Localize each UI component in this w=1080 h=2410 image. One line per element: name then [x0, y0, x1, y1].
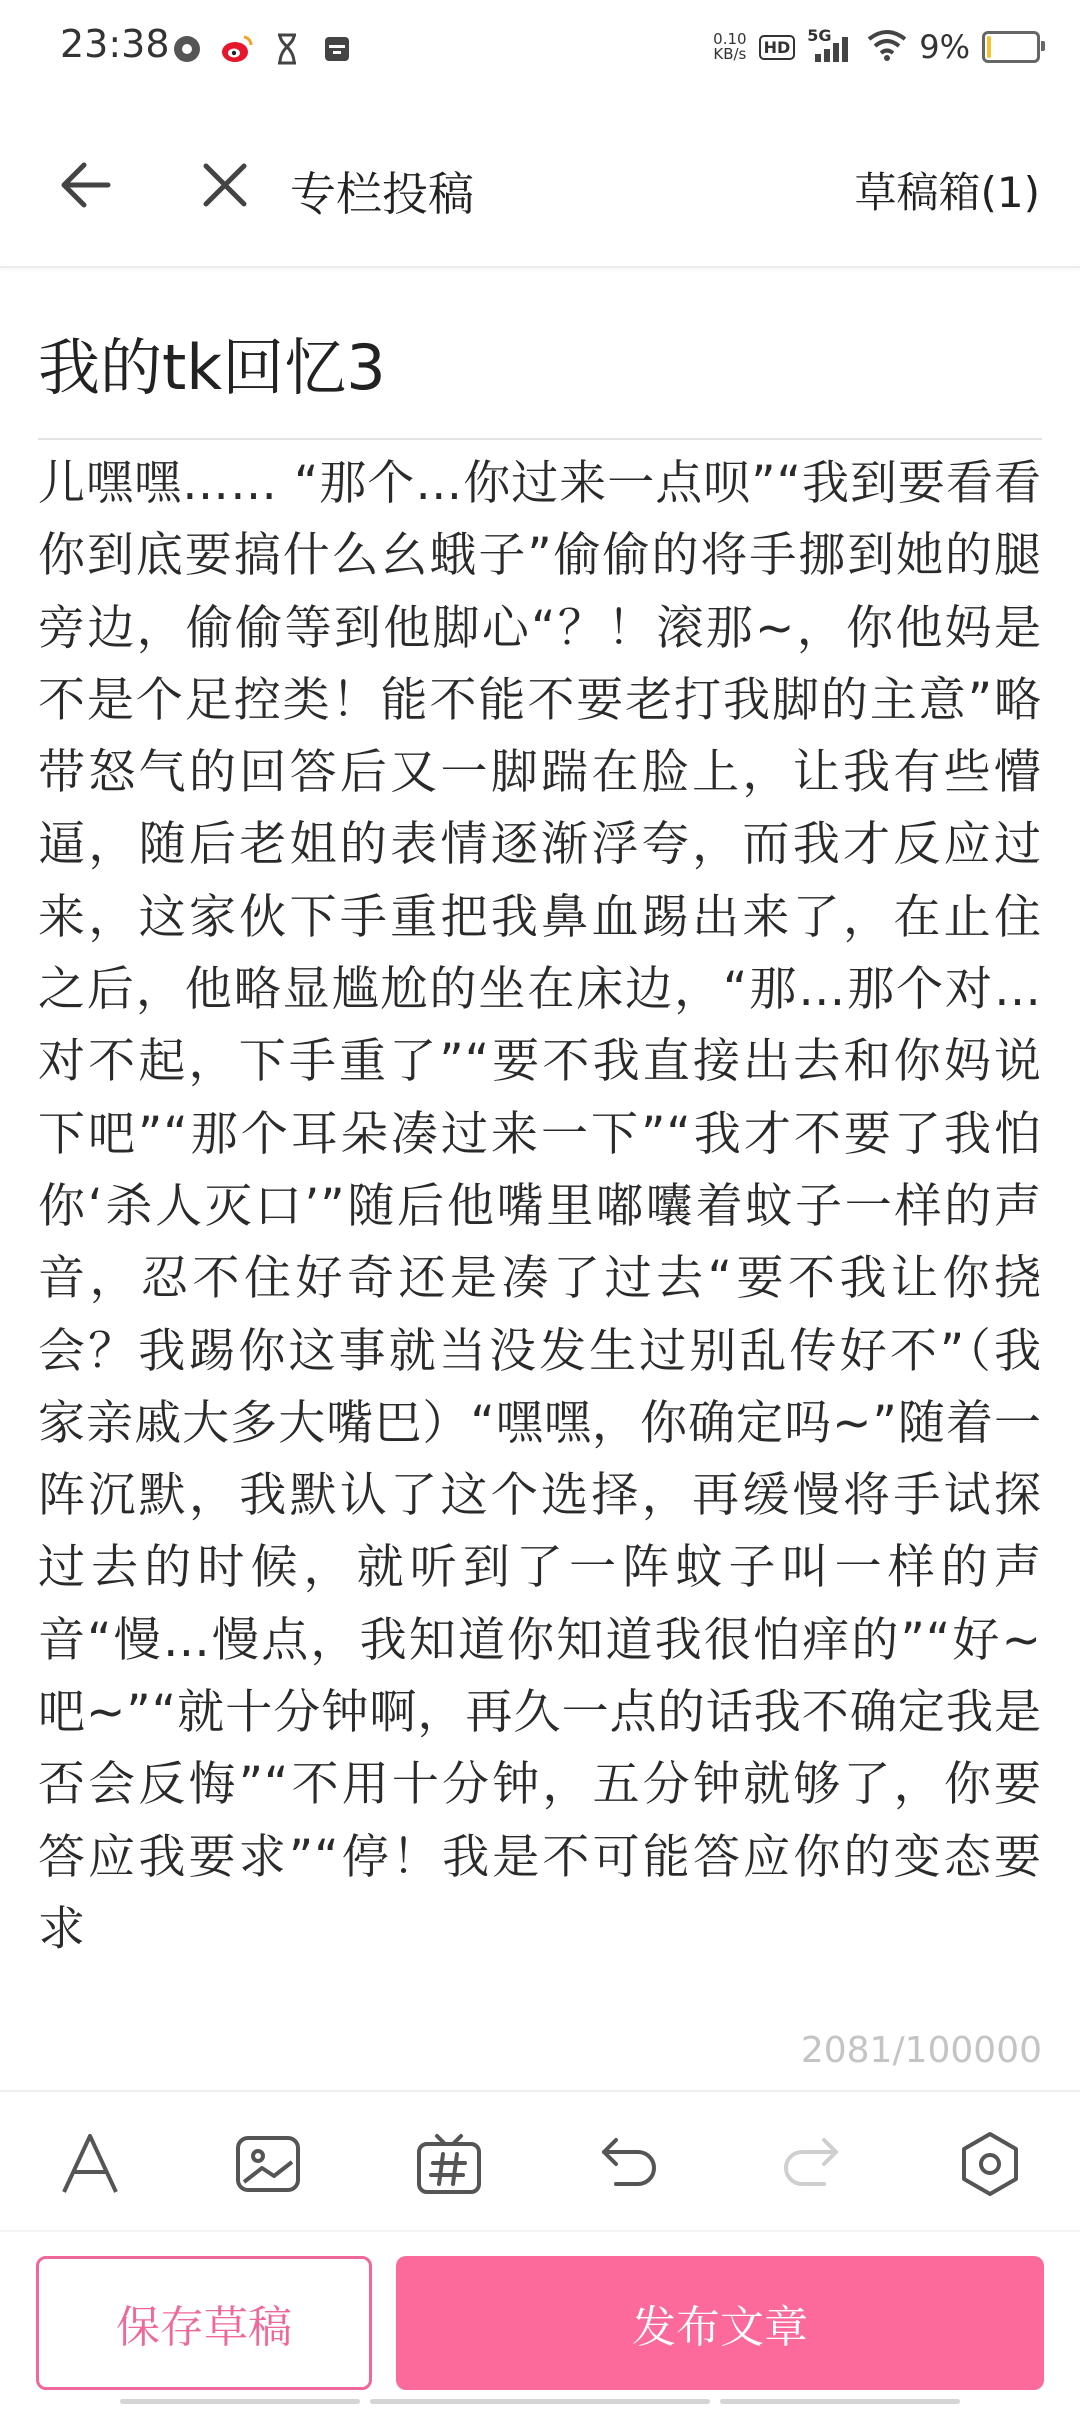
weibo-icon	[220, 32, 254, 66]
editor-toolbar	[0, 2090, 1080, 2232]
font-format-button[interactable]	[54, 2128, 126, 2200]
publish-article-button[interactable]: 发布文章	[396, 2256, 1044, 2390]
net-speed	[713, 32, 746, 62]
net-speed-unit: KB/s	[713, 45, 747, 63]
status-left-icons	[170, 32, 354, 66]
hd-badge: HD	[759, 35, 796, 60]
save-draft-button[interactable]: 保存草稿	[36, 2256, 372, 2390]
page-title: 专栏投稿	[290, 167, 474, 221]
topic-hash-icon	[413, 2128, 485, 2200]
redo-icon	[774, 2128, 846, 2200]
signal-icon	[807, 26, 855, 64]
arrow-left-icon	[50, 150, 120, 220]
status-time: 23:38	[60, 22, 170, 66]
top-app-bar	[0, 100, 1080, 268]
word-count: 2081/100000	[800, 2030, 1042, 2071]
archive-box-icon	[320, 32, 354, 66]
gesture-bar-left	[120, 2399, 360, 2404]
font-icon	[54, 2128, 126, 2200]
article-title-input[interactable]: 我的tk回忆3	[38, 331, 386, 404]
title-divider	[38, 438, 1042, 440]
undo-icon	[594, 2128, 666, 2200]
bottom-action-bar	[0, 2230, 1080, 2410]
hourglass-icon	[270, 32, 304, 66]
network-type-label: 5G	[807, 26, 832, 45]
redo-button[interactable]	[774, 2128, 846, 2200]
battery-fill	[987, 36, 991, 58]
net-speed-value: 0.10	[713, 30, 747, 48]
gesture-bar-right	[720, 2399, 960, 2404]
status-right-icons	[713, 28, 1040, 66]
status-bar	[0, 0, 1080, 100]
wifi-icon	[867, 29, 907, 65]
close-icon	[190, 150, 260, 220]
insert-image-button[interactable]	[232, 2128, 304, 2200]
drafts-box-button[interactable]: 草稿箱(1)	[854, 168, 1040, 217]
settings-icon	[954, 2128, 1026, 2200]
gesture-bar-center	[370, 2399, 710, 2404]
insert-topic-button[interactable]	[413, 2128, 485, 2200]
notification-dot-icon	[170, 32, 204, 66]
settings-button[interactable]	[954, 2128, 1026, 2200]
close-button[interactable]	[190, 150, 260, 220]
image-icon	[232, 2128, 304, 2200]
battery-icon	[982, 31, 1040, 63]
battery-percent: 9%	[919, 28, 970, 66]
back-button[interactable]	[50, 150, 120, 220]
article-body-editor[interactable]: 儿嘿嘿…… “那个…你过来一点呗”“我到要看看你到底要搞什么幺蛾子”偷偷的将手挪到她的腿旁边，偷偷等到他脚心“？！滚那~，你他妈是不是个足控类！能不能不要老打我脚的主意”略带怒气的回答后又一脚踹在脸上，让我有些懵逼，随后老姐的表情逐渐浮夸，而我才反应过来，这家伙下手重把我鼻血踢出来了，在止住之后，他略显尴尬的坐在床边，“那…那个对…对不起，下手重了”“要不我直接出去和你妈说下吧”“那个耳朵凑过来一下”“我才不要了我怕你‘杀人灭口’”随后他嘴里嘟囔着蚊子一样的声音，忍不住好奇还是凑了过去“要不我让你挠会？我踢你这事就当没发生过别乱传好不”（我家亲戚大多大嘴巴）“嘿嘿，你确定吗~”随着一阵沉默，我默认了这个选择，再缓慢将手试探过去的时候，就听到了一阵蚊子叫一样的声音“慢…慢点，我知道你知道我很怕痒的”“好~吧~”“就十分钟啊，再久一点的话我不确定我是否会反悔”“不用十分钟，五分钟就够了，你要答应我要求”“停！我是不可能答应你的变态要求	[38, 456, 1042, 1957]
undo-button[interactable]	[594, 2128, 666, 2200]
